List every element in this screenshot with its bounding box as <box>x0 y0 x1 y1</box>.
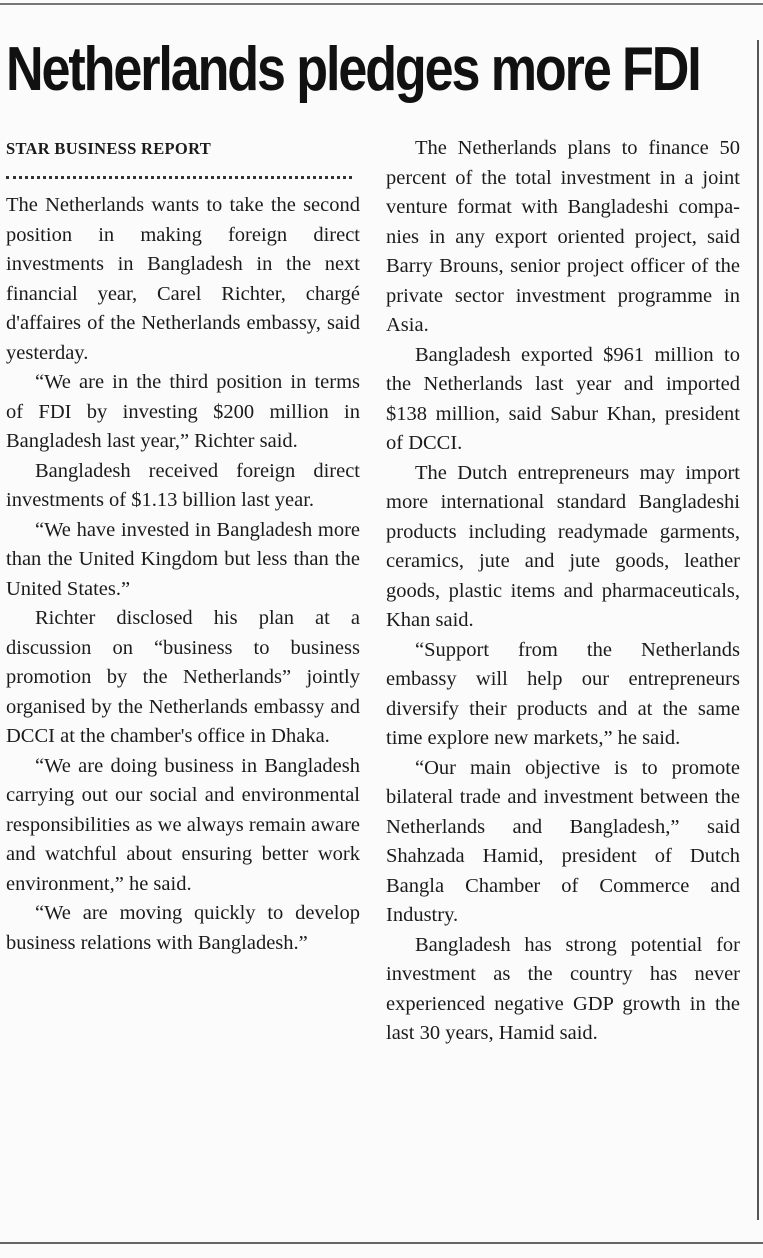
bottom-rule <box>0 1242 763 1244</box>
paragraph: The Netherlands wants to take the second position in making foreign direct investments in Bangladesh in the next financial year, Carel Richter, chargé d'affaires of the Netherlands embassy, said yesterday. <box>6 194 360 364</box>
headline: Netherlands pledges more FDI <box>6 35 700 104</box>
right-column <box>386 134 740 1049</box>
paragraph: Bangladesh exported $961 million to the Netherlands last year and imported $138 million, said Sabur Khan, president of DCCI. <box>386 343 740 454</box>
paragraph: “Our main objective is to promote bilateral trade and investment between the Netherlands and Bangladesh,” said Shahzada Hamid, president of Dutch Bangla Chamber of Commerce and Industry. <box>386 756 740 926</box>
byline: STAR BUSINESS REPORT <box>6 139 212 158</box>
top-rule <box>0 3 763 5</box>
paragraph: “We are doing business in Bangladesh carrying out our social and environmental responsibilities as we always remain aware and watchful about ensuring better work environment,” he said. <box>6 754 360 895</box>
paragraph: “We are in the third position in terms of FDI by investing $200 million in Bangladesh last year,” Richter said. <box>6 371 360 452</box>
column-rule <box>757 40 759 1220</box>
paragraph: Bangladesh received foreign direct investments of $1.13 billion last year. <box>6 459 360 511</box>
paragraph: Bangladesh has strong potential for investment as the country has never experienced negative GDP growth in the last 30 years, Hamid said. <box>386 933 740 1044</box>
paragraph: Richter disclosed his plan at a discussion on “business to business promotion by the Netherlands” jointly organised by the Netherlands embassy and DCCI at the chamber's office in Dhaka. <box>6 607 360 747</box>
paragraph: The Netherlands plans to finance 50 percent of the total investment in a joint venture format with Bangladeshi companies in any export oriented project, said Barry Brouns, senior project officer of the private sector investment programme in Asia. <box>386 137 740 336</box>
paragraph: “We have invested in Bangladesh more than the United Kingdom but less than the United States.” <box>6 518 360 600</box>
paragraph: “We are moving quickly to develop business relations with Bangladesh.” <box>6 902 360 954</box>
dotted-divider <box>6 176 352 179</box>
left-column <box>6 134 360 958</box>
paragraph: “Support from the Netherlands embassy will help our entrepreneurs diversify their products and at the same time explore new markets,” he said. <box>386 638 740 749</box>
paragraph: The Dutch entrepreneurs may import more international standard Bangladeshi products including readymade garments, ceramics, jute and jute goods, leather goods, plastic items and pharmaceuticals, Khan said. <box>386 461 740 631</box>
